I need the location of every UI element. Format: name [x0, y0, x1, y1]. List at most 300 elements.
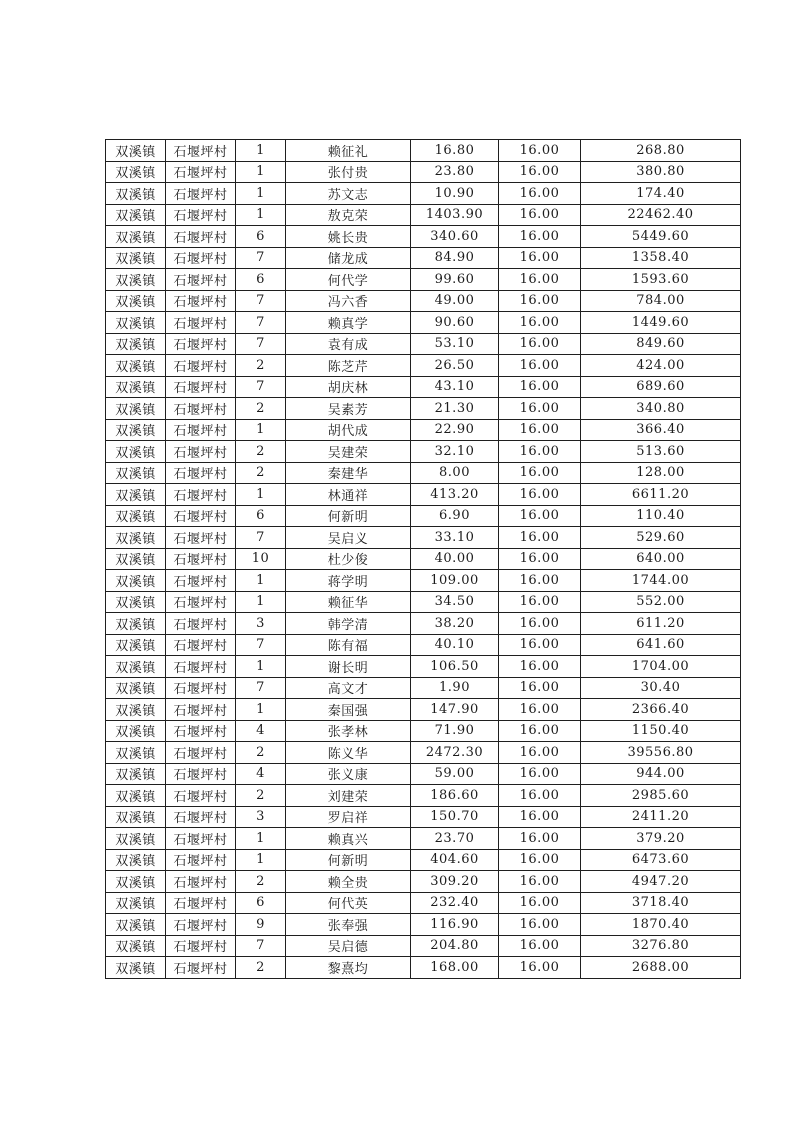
- cell-group-number: 6: [236, 892, 286, 914]
- cell-unit-price: 16.00: [499, 161, 581, 183]
- cell-person-name: 陈义华: [286, 742, 411, 764]
- cell-group-number: 3: [236, 806, 286, 828]
- cell-person-name: 冯六香: [286, 290, 411, 312]
- table-row: [106, 161, 741, 183]
- cell-group-number: 2: [236, 742, 286, 764]
- cell-town: 双溪镇: [106, 720, 166, 742]
- cell-town: 双溪镇: [106, 806, 166, 828]
- cell-quantity: 1.90: [411, 677, 499, 699]
- table-row: [106, 419, 741, 441]
- table-row: [106, 269, 741, 291]
- cell-village: 石堰坪村: [166, 613, 236, 635]
- table-row: [106, 849, 741, 871]
- table-row: [106, 527, 741, 549]
- cell-person-name: 吴素芳: [286, 398, 411, 420]
- table-row: [106, 871, 741, 893]
- cell-quantity: 34.50: [411, 591, 499, 613]
- cell-unit-price: 16.00: [499, 570, 581, 592]
- cell-unit-price: 16.00: [499, 484, 581, 506]
- table-row: [106, 806, 741, 828]
- cell-person-name: 张付贵: [286, 161, 411, 183]
- table-row: [106, 935, 741, 957]
- cell-town: 双溪镇: [106, 548, 166, 570]
- cell-group-number: 2: [236, 441, 286, 463]
- cell-group-number: 1: [236, 849, 286, 871]
- cell-person-name: 姚长贵: [286, 226, 411, 248]
- cell-unit-price: 16.00: [499, 312, 581, 334]
- table-row: [106, 785, 741, 807]
- table-row: [106, 656, 741, 678]
- cell-unit-price: 16.00: [499, 505, 581, 527]
- cell-town: 双溪镇: [106, 269, 166, 291]
- cell-town: 双溪镇: [106, 527, 166, 549]
- cell-amount: 552.00: [581, 591, 741, 613]
- cell-town: 双溪镇: [106, 634, 166, 656]
- cell-quantity: 99.60: [411, 269, 499, 291]
- cell-village: 石堰坪村: [166, 634, 236, 656]
- table-row: [106, 548, 741, 570]
- cell-amount: 424.00: [581, 355, 741, 377]
- payment-table: [105, 139, 741, 979]
- table-row: [106, 462, 741, 484]
- cell-quantity: 404.60: [411, 849, 499, 871]
- cell-person-name: 张孝林: [286, 720, 411, 742]
- cell-group-number: 4: [236, 720, 286, 742]
- table-row: [106, 355, 741, 377]
- cell-amount: 640.00: [581, 548, 741, 570]
- cell-town: 双溪镇: [106, 957, 166, 979]
- cell-group-number: 7: [236, 677, 286, 699]
- cell-village: 石堰坪村: [166, 247, 236, 269]
- cell-quantity: 150.70: [411, 806, 499, 828]
- cell-amount: 22462.40: [581, 204, 741, 226]
- cell-village: 石堰坪村: [166, 484, 236, 506]
- cell-town: 双溪镇: [106, 376, 166, 398]
- cell-village: 石堰坪村: [166, 806, 236, 828]
- cell-person-name: 何代学: [286, 269, 411, 291]
- table-row: [106, 204, 741, 226]
- cell-quantity: 59.00: [411, 763, 499, 785]
- table-row: [106, 505, 741, 527]
- cell-amount: 1870.40: [581, 914, 741, 936]
- cell-amount: 380.80: [581, 161, 741, 183]
- cell-town: 双溪镇: [106, 892, 166, 914]
- cell-village: 石堰坪村: [166, 505, 236, 527]
- table-row: [106, 613, 741, 635]
- cell-group-number: 2: [236, 871, 286, 893]
- cell-group-number: 6: [236, 505, 286, 527]
- cell-group-number: 6: [236, 226, 286, 248]
- table-row: [106, 677, 741, 699]
- cell-amount: 128.00: [581, 462, 741, 484]
- cell-amount: 849.60: [581, 333, 741, 355]
- cell-village: 石堰坪村: [166, 548, 236, 570]
- cell-unit-price: 16.00: [499, 269, 581, 291]
- cell-unit-price: 16.00: [499, 935, 581, 957]
- cell-town: 双溪镇: [106, 699, 166, 721]
- cell-person-name: 罗启祥: [286, 806, 411, 828]
- cell-town: 双溪镇: [106, 355, 166, 377]
- cell-group-number: 4: [236, 763, 286, 785]
- cell-amount: 2688.00: [581, 957, 741, 979]
- cell-person-name: 张奉强: [286, 914, 411, 936]
- cell-town: 双溪镇: [106, 677, 166, 699]
- cell-unit-price: 16.00: [499, 419, 581, 441]
- cell-unit-price: 16.00: [499, 247, 581, 269]
- table-row: [106, 720, 741, 742]
- table-body: [106, 140, 741, 979]
- cell-town: 双溪镇: [106, 484, 166, 506]
- cell-quantity: 84.90: [411, 247, 499, 269]
- cell-person-name: 张义康: [286, 763, 411, 785]
- cell-town: 双溪镇: [106, 763, 166, 785]
- cell-village: 石堰坪村: [166, 763, 236, 785]
- cell-unit-price: 16.00: [499, 634, 581, 656]
- cell-village: 石堰坪村: [166, 720, 236, 742]
- cell-village: 石堰坪村: [166, 785, 236, 807]
- cell-unit-price: 16.00: [499, 677, 581, 699]
- cell-quantity: 106.50: [411, 656, 499, 678]
- cell-quantity: 23.80: [411, 161, 499, 183]
- cell-unit-price: 16.00: [499, 871, 581, 893]
- cell-group-number: 2: [236, 957, 286, 979]
- cell-amount: 2985.60: [581, 785, 741, 807]
- cell-town: 双溪镇: [106, 935, 166, 957]
- cell-village: 石堰坪村: [166, 226, 236, 248]
- cell-unit-price: 16.00: [499, 914, 581, 936]
- cell-amount: 30.40: [581, 677, 741, 699]
- cell-amount: 340.80: [581, 398, 741, 420]
- cell-amount: 1449.60: [581, 312, 741, 334]
- cell-quantity: 53.10: [411, 333, 499, 355]
- cell-amount: 1744.00: [581, 570, 741, 592]
- cell-village: 石堰坪村: [166, 828, 236, 850]
- cell-group-number: 2: [236, 355, 286, 377]
- cell-amount: 2411.20: [581, 806, 741, 828]
- cell-person-name: 何新明: [286, 505, 411, 527]
- table-row: [106, 247, 741, 269]
- cell-person-name: 敖克荣: [286, 204, 411, 226]
- cell-amount: 174.40: [581, 183, 741, 205]
- cell-amount: 3718.40: [581, 892, 741, 914]
- cell-unit-price: 16.00: [499, 183, 581, 205]
- cell-village: 石堰坪村: [166, 914, 236, 936]
- cell-town: 双溪镇: [106, 462, 166, 484]
- table-row: [106, 699, 741, 721]
- table-row: [106, 441, 741, 463]
- cell-group-number: 10: [236, 548, 286, 570]
- cell-quantity: 71.90: [411, 720, 499, 742]
- cell-person-name: 吴建荣: [286, 441, 411, 463]
- cell-amount: 689.60: [581, 376, 741, 398]
- cell-town: 双溪镇: [106, 161, 166, 183]
- cell-village: 石堰坪村: [166, 140, 236, 162]
- cell-amount: 513.60: [581, 441, 741, 463]
- cell-quantity: 232.40: [411, 892, 499, 914]
- cell-quantity: 40.10: [411, 634, 499, 656]
- table-row: [106, 398, 741, 420]
- cell-quantity: 90.60: [411, 312, 499, 334]
- cell-amount: 1704.00: [581, 656, 741, 678]
- cell-group-number: 7: [236, 312, 286, 334]
- cell-person-name: 陈芝芹: [286, 355, 411, 377]
- cell-unit-price: 16.00: [499, 699, 581, 721]
- cell-town: 双溪镇: [106, 333, 166, 355]
- cell-amount: 2366.40: [581, 699, 741, 721]
- table-row: [106, 957, 741, 979]
- cell-town: 双溪镇: [106, 613, 166, 635]
- cell-quantity: 23.70: [411, 828, 499, 850]
- cell-amount: 6611.20: [581, 484, 741, 506]
- cell-village: 石堰坪村: [166, 441, 236, 463]
- cell-town: 双溪镇: [106, 742, 166, 764]
- cell-town: 双溪镇: [106, 226, 166, 248]
- cell-group-number: 7: [236, 247, 286, 269]
- cell-person-name: 胡庆林: [286, 376, 411, 398]
- table-row: [106, 376, 741, 398]
- cell-quantity: 16.80: [411, 140, 499, 162]
- cell-group-number: 2: [236, 785, 286, 807]
- cell-group-number: 1: [236, 828, 286, 850]
- cell-unit-price: 16.00: [499, 785, 581, 807]
- cell-person-name: 黎熹均: [286, 957, 411, 979]
- cell-group-number: 6: [236, 269, 286, 291]
- cell-unit-price: 16.00: [499, 742, 581, 764]
- cell-unit-price: 16.00: [499, 204, 581, 226]
- cell-quantity: 8.00: [411, 462, 499, 484]
- cell-unit-price: 16.00: [499, 591, 581, 613]
- cell-group-number: 1: [236, 699, 286, 721]
- cell-quantity: 33.10: [411, 527, 499, 549]
- cell-town: 双溪镇: [106, 505, 166, 527]
- table-row: [106, 828, 741, 850]
- cell-amount: 529.60: [581, 527, 741, 549]
- cell-unit-price: 16.00: [499, 355, 581, 377]
- cell-amount: 1150.40: [581, 720, 741, 742]
- cell-person-name: 何新明: [286, 849, 411, 871]
- table-row: [106, 763, 741, 785]
- cell-person-name: 赖征礼: [286, 140, 411, 162]
- cell-quantity: 21.30: [411, 398, 499, 420]
- cell-amount: 784.00: [581, 290, 741, 312]
- cell-unit-price: 16.00: [499, 333, 581, 355]
- cell-group-number: 2: [236, 462, 286, 484]
- cell-unit-price: 16.00: [499, 957, 581, 979]
- cell-quantity: 1403.90: [411, 204, 499, 226]
- cell-group-number: 7: [236, 333, 286, 355]
- cell-amount: 110.40: [581, 505, 741, 527]
- cell-unit-price: 16.00: [499, 462, 581, 484]
- cell-person-name: 刘建荣: [286, 785, 411, 807]
- table-row: [106, 312, 741, 334]
- cell-village: 石堰坪村: [166, 527, 236, 549]
- cell-amount: 641.60: [581, 634, 741, 656]
- table-row: [106, 140, 741, 162]
- cell-unit-price: 16.00: [499, 290, 581, 312]
- cell-village: 石堰坪村: [166, 591, 236, 613]
- cell-village: 石堰坪村: [166, 957, 236, 979]
- cell-village: 石堰坪村: [166, 699, 236, 721]
- cell-amount: 379.20: [581, 828, 741, 850]
- cell-group-number: 1: [236, 204, 286, 226]
- cell-group-number: 1: [236, 591, 286, 613]
- cell-person-name: 苏文志: [286, 183, 411, 205]
- cell-group-number: 1: [236, 419, 286, 441]
- cell-town: 双溪镇: [106, 871, 166, 893]
- cell-quantity: 2472.30: [411, 742, 499, 764]
- cell-group-number: 1: [236, 161, 286, 183]
- cell-village: 石堰坪村: [166, 312, 236, 334]
- cell-village: 石堰坪村: [166, 398, 236, 420]
- cell-amount: 1593.60: [581, 269, 741, 291]
- cell-person-name: 陈有福: [286, 634, 411, 656]
- cell-quantity: 186.60: [411, 785, 499, 807]
- cell-village: 石堰坪村: [166, 204, 236, 226]
- table-row: [106, 226, 741, 248]
- cell-group-number: 2: [236, 398, 286, 420]
- cell-person-name: 吴启德: [286, 935, 411, 957]
- cell-quantity: 168.00: [411, 957, 499, 979]
- cell-quantity: 49.00: [411, 290, 499, 312]
- cell-group-number: 1: [236, 656, 286, 678]
- cell-quantity: 38.20: [411, 613, 499, 635]
- cell-village: 石堰坪村: [166, 677, 236, 699]
- cell-person-name: 赖真兴: [286, 828, 411, 850]
- cell-group-number: 1: [236, 140, 286, 162]
- cell-amount: 4947.20: [581, 871, 741, 893]
- cell-quantity: 340.60: [411, 226, 499, 248]
- cell-quantity: 40.00: [411, 548, 499, 570]
- cell-unit-price: 16.00: [499, 828, 581, 850]
- cell-amount: 1358.40: [581, 247, 741, 269]
- cell-town: 双溪镇: [106, 914, 166, 936]
- cell-person-name: 谢长明: [286, 656, 411, 678]
- cell-person-name: 蒋学明: [286, 570, 411, 592]
- table-row: [106, 634, 741, 656]
- cell-town: 双溪镇: [106, 140, 166, 162]
- cell-person-name: 赖全贵: [286, 871, 411, 893]
- cell-town: 双溪镇: [106, 398, 166, 420]
- cell-person-name: 储龙成: [286, 247, 411, 269]
- cell-amount: 5449.60: [581, 226, 741, 248]
- cell-person-name: 吴启义: [286, 527, 411, 549]
- cell-unit-price: 16.00: [499, 849, 581, 871]
- cell-village: 石堰坪村: [166, 742, 236, 764]
- cell-quantity: 43.10: [411, 376, 499, 398]
- cell-person-name: 赖征华: [286, 591, 411, 613]
- cell-village: 石堰坪村: [166, 871, 236, 893]
- table-row: [106, 742, 741, 764]
- cell-amount: 39556.80: [581, 742, 741, 764]
- cell-quantity: 6.90: [411, 505, 499, 527]
- cell-village: 石堰坪村: [166, 376, 236, 398]
- cell-quantity: 309.20: [411, 871, 499, 893]
- cell-amount: 611.20: [581, 613, 741, 635]
- cell-village: 石堰坪村: [166, 570, 236, 592]
- cell-group-number: 3: [236, 613, 286, 635]
- table-row: [106, 591, 741, 613]
- cell-village: 石堰坪村: [166, 935, 236, 957]
- cell-person-name: 韩学清: [286, 613, 411, 635]
- cell-town: 双溪镇: [106, 419, 166, 441]
- cell-town: 双溪镇: [106, 183, 166, 205]
- cell-person-name: 赖真学: [286, 312, 411, 334]
- cell-unit-price: 16.00: [499, 763, 581, 785]
- cell-person-name: 秦建华: [286, 462, 411, 484]
- cell-unit-price: 16.00: [499, 226, 581, 248]
- cell-person-name: 胡代成: [286, 419, 411, 441]
- cell-group-number: 7: [236, 376, 286, 398]
- cell-group-number: 7: [236, 527, 286, 549]
- cell-unit-price: 16.00: [499, 527, 581, 549]
- cell-unit-price: 16.00: [499, 398, 581, 420]
- cell-town: 双溪镇: [106, 656, 166, 678]
- cell-town: 双溪镇: [106, 828, 166, 850]
- cell-village: 石堰坪村: [166, 462, 236, 484]
- cell-unit-price: 16.00: [499, 720, 581, 742]
- cell-town: 双溪镇: [106, 570, 166, 592]
- cell-group-number: 1: [236, 183, 286, 205]
- cell-village: 石堰坪村: [166, 849, 236, 871]
- cell-quantity: 109.00: [411, 570, 499, 592]
- cell-quantity: 204.80: [411, 935, 499, 957]
- table-row: [106, 290, 741, 312]
- cell-person-name: 秦国强: [286, 699, 411, 721]
- cell-town: 双溪镇: [106, 290, 166, 312]
- cell-town: 双溪镇: [106, 785, 166, 807]
- cell-person-name: 林通祥: [286, 484, 411, 506]
- cell-village: 石堰坪村: [166, 419, 236, 441]
- cell-unit-price: 16.00: [499, 548, 581, 570]
- cell-town: 双溪镇: [106, 247, 166, 269]
- cell-amount: 944.00: [581, 763, 741, 785]
- cell-town: 双溪镇: [106, 441, 166, 463]
- table-row: [106, 914, 741, 936]
- cell-town: 双溪镇: [106, 204, 166, 226]
- cell-unit-price: 16.00: [499, 806, 581, 828]
- cell-group-number: 1: [236, 484, 286, 506]
- cell-village: 石堰坪村: [166, 333, 236, 355]
- cell-group-number: 9: [236, 914, 286, 936]
- cell-quantity: 413.20: [411, 484, 499, 506]
- cell-person-name: 高文才: [286, 677, 411, 699]
- cell-village: 石堰坪村: [166, 290, 236, 312]
- cell-unit-price: 16.00: [499, 376, 581, 398]
- cell-village: 石堰坪村: [166, 183, 236, 205]
- cell-town: 双溪镇: [106, 849, 166, 871]
- cell-quantity: 22.90: [411, 419, 499, 441]
- cell-village: 石堰坪村: [166, 355, 236, 377]
- cell-unit-price: 16.00: [499, 441, 581, 463]
- table-row: [106, 570, 741, 592]
- cell-village: 石堰坪村: [166, 656, 236, 678]
- table-row: [106, 892, 741, 914]
- cell-quantity: 116.90: [411, 914, 499, 936]
- cell-village: 石堰坪村: [166, 161, 236, 183]
- cell-unit-price: 16.00: [499, 656, 581, 678]
- cell-amount: 366.40: [581, 419, 741, 441]
- cell-group-number: 1: [236, 570, 286, 592]
- table-row: [106, 183, 741, 205]
- cell-amount: 3276.80: [581, 935, 741, 957]
- cell-amount: 268.80: [581, 140, 741, 162]
- cell-group-number: 7: [236, 935, 286, 957]
- cell-person-name: 杜少俊: [286, 548, 411, 570]
- cell-quantity: 10.90: [411, 183, 499, 205]
- cell-quantity: 147.90: [411, 699, 499, 721]
- cell-quantity: 26.50: [411, 355, 499, 377]
- cell-village: 石堰坪村: [166, 269, 236, 291]
